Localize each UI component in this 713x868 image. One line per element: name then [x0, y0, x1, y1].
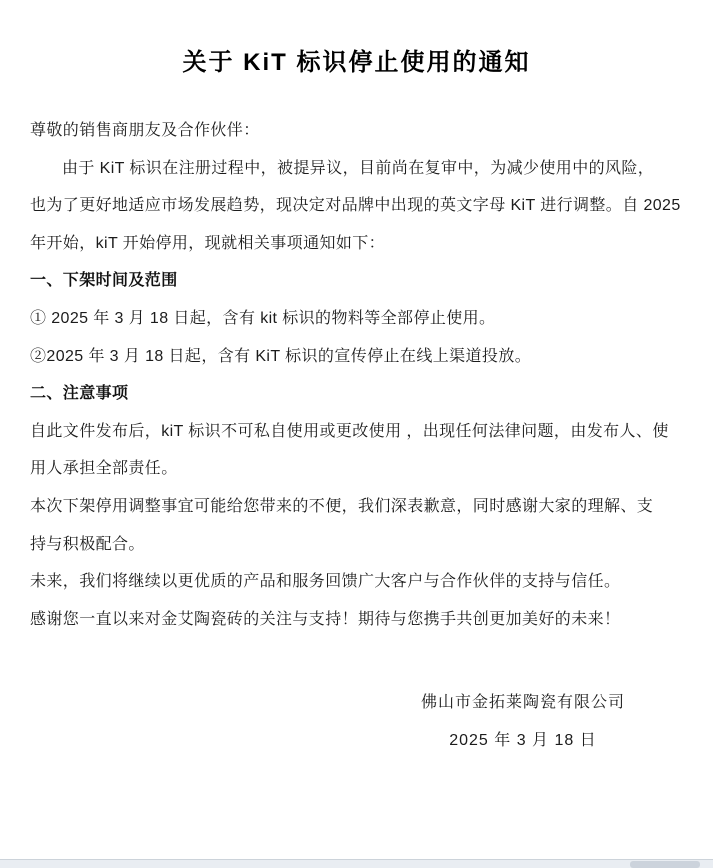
notice-date: 2025 年 3 月 18 日 — [449, 732, 597, 749]
apology-paragraph-line-1: 本次下架停用调整事宜可能给您带来的不便，我们深表歉意，同时感谢大家的理解、支 — [30, 497, 654, 515]
intro-paragraph-line-1: 由于 KiT 标识在注册过程中，被提异议，目前尚在复审中，为减少使用中的风险， — [62, 159, 655, 177]
section-1-item-1: ① 2025 年 3 月 18 日起，含有 kit 标识的物料等全部停止使用。 — [30, 309, 496, 327]
liability-paragraph-line-2: 用人承担全部责任。 — [30, 460, 178, 478]
intro-paragraph-line-2: 也为了更好地适应市场发展趋势，现决定对品牌中出现的英文字母 KiT 进行调整。自 2025 — [30, 197, 681, 215]
document-title: 关于 KiT 标识停止使用的通知 — [182, 49, 531, 76]
section-1-item-2: ②2025 年 3 月 18 日起，含有 KiT 标识的宣传停止在线上渠道投放。 — [30, 347, 532, 365]
salutation: 尊敬的销售商朋友及合作伙伴： — [30, 122, 260, 139]
document-body — [30, 112, 693, 638]
future-paragraph: 未来，我们将继续以更优质的产品和服务回馈广大客户与合作伙伴的支持与信任。 — [30, 573, 621, 591]
thanks-paragraph: 感谢您一直以来对金艾陶瓷砖的关注与支持！期待与您携手共创更加美好的未来！ — [30, 610, 621, 628]
intro-paragraph-line-3: 年开始，kiT 开始停用，现就相关事项通知如下： — [30, 234, 386, 252]
signature-block — [421, 684, 625, 760]
company-name: 佛山市金拓莱陶瓷有限公司 — [420, 694, 625, 711]
section-1-heading: 一、下架时间及范围 — [30, 272, 178, 290]
section-2-heading: 二、注意事项 — [30, 385, 129, 403]
apology-paragraph-line-2: 持与积极配合。 — [30, 535, 145, 553]
liability-paragraph-line-1: 自此文件发布后，kiT 标识不可私自使用或更改使用 ，出现任何法律问题，由发布人、使 — [30, 422, 669, 440]
horizontal-scrollbar[interactable] — [0, 859, 713, 868]
scrollbar-thumb[interactable] — [630, 861, 700, 868]
